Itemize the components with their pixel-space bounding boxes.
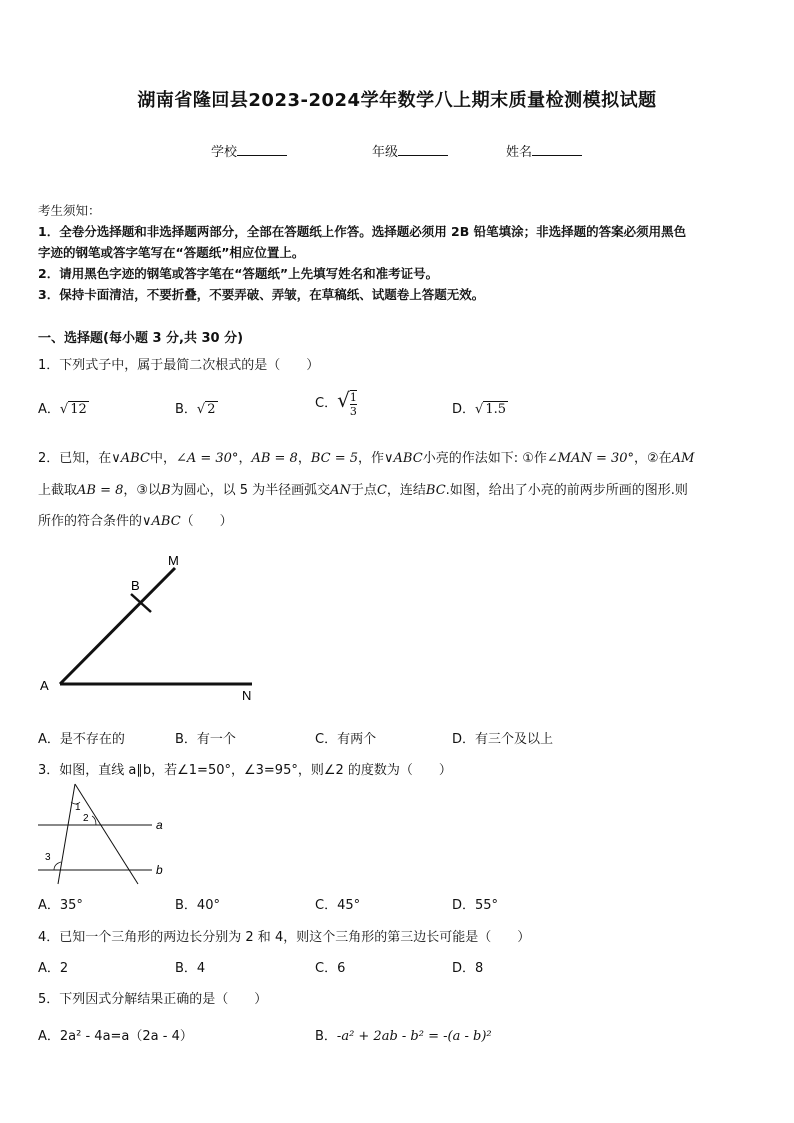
q3-option-d[interactable]: D．55° — [452, 898, 499, 913]
name-field[interactable] — [506, 141, 582, 160]
transversal-right — [75, 784, 138, 884]
q4-stem: 4．已知一个三角形的两边长分别为 2 和 4，则这个三角形的第三边长可能是（ ） — [38, 930, 531, 945]
q1-option-c[interactable]: C．√ $\frac{1}{3}$ — [315, 388, 357, 418]
q2-option-b[interactable]: B．有一个 — [175, 732, 236, 747]
q3-option-a[interactable]: A．35° — [38, 898, 83, 913]
q4-option-b[interactable]: B．4 — [175, 961, 206, 976]
angle-3-arc — [54, 862, 61, 870]
label-b: B — [131, 578, 140, 593]
q2-line3: 所作的符合条件的∨ABC（ ） — [38, 514, 233, 529]
q1-stem: 1．下列式子中，属于最简二次根式的是（ ） — [38, 358, 320, 373]
name-label: 姓名 — [506, 145, 533, 160]
notice-item: 2．请用黑色字迹的钢笔或答字笔在“答题纸”上先填写姓名和准考证号。 — [38, 266, 439, 281]
q2-option-c[interactable]: C．有两个 — [315, 732, 377, 747]
notice-item: 3．保持卡面清洁，不要折叠，不要弄破、弄皱，在草稿纸、试题卷上答题无效。 — [38, 287, 485, 302]
q4-option-c[interactable]: C．6 — [315, 961, 346, 976]
notice-block — [38, 200, 758, 305]
q5-option-a[interactable]: A．2a² - 4a=a（2a - 4） — [38, 1029, 193, 1044]
q2-figure — [30, 548, 270, 708]
label-a: A — [40, 678, 49, 693]
q3-stem: 3．如图，直线 a∥b，若∠1=50°，∠3=95°，则∠2 的度数为（ ） — [38, 763, 452, 778]
school-field[interactable] — [211, 141, 287, 160]
q1-option-b[interactable]: B．√ 2 — [175, 402, 216, 417]
transversal-left — [58, 784, 75, 884]
q2-line2: 上截取AB = 8，③以B为圆心，以 5 为半径画弧交AN于点C，连结BC.如图，给出了小亮的前两步所画的图形.则 — [38, 483, 688, 498]
school-label: 学校 — [211, 145, 238, 160]
q2-option-d[interactable]: D．有三个及以上 — [452, 732, 554, 747]
q3-option-c[interactable]: C．45° — [315, 898, 361, 913]
label-n: N — [242, 688, 252, 703]
angle-2-arc — [92, 816, 96, 825]
q5-option-b[interactable]: B．-a² + 2ab - b² = -(a - b)² — [315, 1029, 492, 1044]
q3-option-b[interactable]: B．40° — [175, 898, 220, 913]
grade-field[interactable] — [372, 141, 448, 160]
q1-option-d[interactable]: D．√ 1.5 — [452, 402, 506, 417]
ray-am — [60, 568, 175, 684]
label-1: 1 — [75, 802, 81, 813]
q1-option-a[interactable]: A．√ 12 — [38, 402, 87, 417]
label-m: M — [168, 553, 179, 568]
label-2: 2 — [83, 813, 89, 824]
q4-option-d[interactable]: D．8 — [452, 961, 484, 976]
q2-line1: 2．已知，在∨ABC中，∠A = 30°，AB = 8，BC = 5，作∨ABC小亮的作法如下: ①作∠MAN = 30°，②在AM — [38, 451, 695, 466]
label-b: b — [156, 863, 163, 877]
q2-option-a[interactable]: A．是不存在的 — [38, 732, 125, 747]
label-3: 3 — [45, 852, 51, 863]
grade-label: 年级 — [372, 145, 399, 160]
section-heading: 一、选择题(每小题 3 分,共 30 分) — [38, 331, 244, 346]
notice-header: 考生须知： — [38, 203, 101, 218]
page-title: 湖南省隆回县2023-2024学年数学八上期末质量检测模拟试题 — [137, 90, 657, 111]
q3-figure — [30, 780, 180, 890]
label-a: a — [156, 818, 163, 832]
notice-item: 1．全卷分选择题和非选择题两部分，全部在答题纸上作答。选择题必须用 2B 铅笔填涂；非选择题的答案必须用黑色 — [38, 224, 687, 239]
q4-option-a[interactable]: A．2 — [38, 961, 69, 976]
notice-item: 字迹的钢笔或答字笔写在“答题纸”相应位置上。 — [38, 245, 305, 260]
q5-stem: 5．下列因式分解结果正确的是（ ） — [38, 992, 268, 1007]
